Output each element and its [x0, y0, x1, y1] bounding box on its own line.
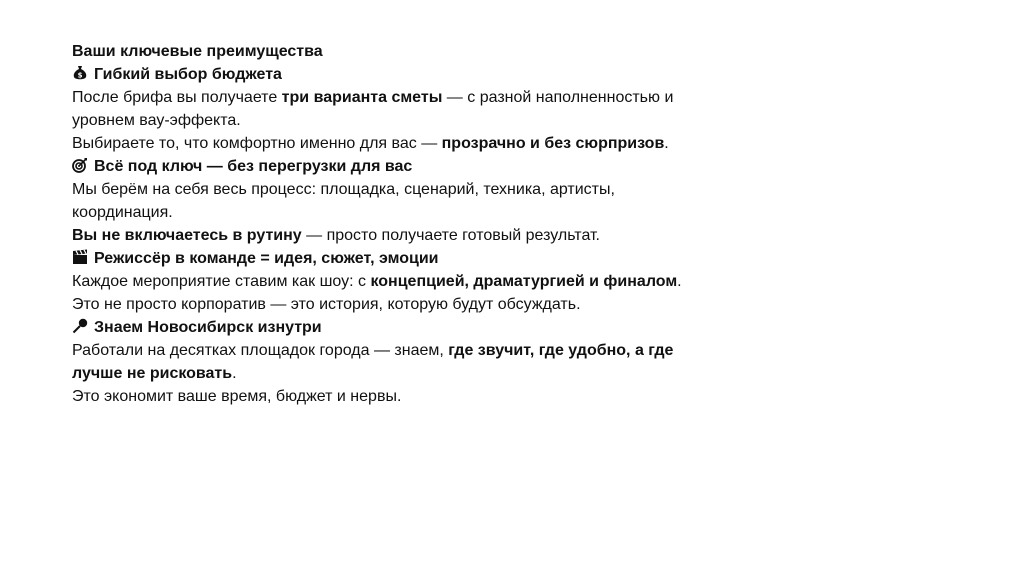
target-icon — [72, 157, 88, 173]
svg-text:$: $ — [77, 71, 83, 80]
paragraph-line: Мы берём на себя весь процесс: площадка, сценарий, техника, артисты, — [72, 181, 615, 198]
clapperboard-icon — [72, 249, 88, 265]
section-heading-text: Знаем Новосибирск изнутри — [94, 319, 322, 336]
section-heading-text: Всё под ключ — без перегрузки для вас — [94, 158, 413, 175]
paragraph-line: координация. — [72, 204, 173, 221]
section-heading-city — [72, 316, 792, 339]
paragraph-line: После брифа вы получаете три варианта сметы — с разной наполненностью и — [72, 89, 674, 106]
section-heading-turnkey — [72, 155, 792, 178]
paragraph-line: Каждое мероприятие ставим как шоу: с концепцией, драматургией и финалом. — [72, 273, 682, 290]
slide-content — [72, 40, 792, 408]
paragraph-line: Выбираете то, что комфортно именно для вас — прозрачно и без сюрпризов. — [72, 135, 669, 152]
paragraph-line: Это не просто корпоратив — это история, которую будут обсуждать. — [72, 296, 581, 313]
paragraph-line: Вы не включаетесь в рутину — просто получаете готовый результат. — [72, 227, 600, 244]
money-bag-icon — [72, 65, 88, 81]
page-title: Ваши ключевые преимущества — [72, 43, 323, 60]
paragraph-line: Это экономит ваше время, бюджет и нервы. — [72, 388, 402, 405]
paragraph-line: Работали на десятках площадок города — знаем, где звучит, где удобно, а где — [72, 342, 674, 359]
paragraph-line: лучше не рисковать. — [72, 365, 237, 382]
section-heading-budget — [72, 63, 792, 86]
pin-icon — [72, 318, 88, 334]
section-heading-director — [72, 247, 792, 270]
paragraph-line: уровнем вау-эффекта. — [72, 112, 241, 129]
section-heading-text: Режиссёр в команде = идея, сюжет, эмоции — [94, 250, 439, 267]
section-heading-text: Гибкий выбор бюджета — [94, 66, 282, 83]
